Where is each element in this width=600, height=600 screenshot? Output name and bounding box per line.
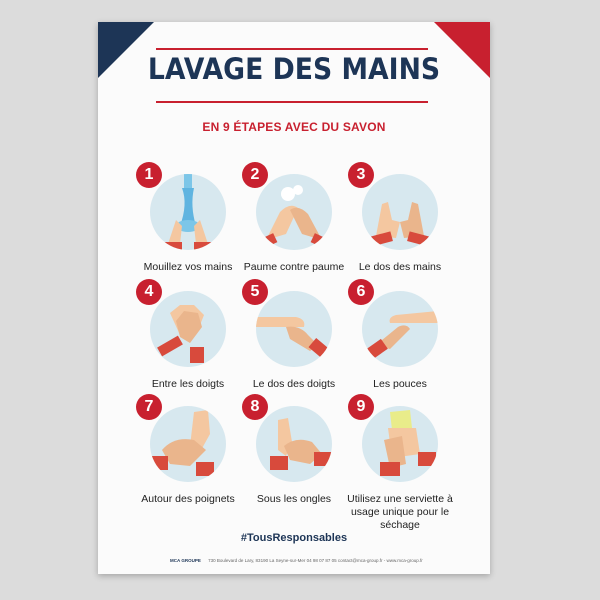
footer-address: 730 Boulevard de Lary, 83190 La Seyne-sur-Mer 04 98 07 87 05 contact@mca-group.fr - www.mca-group.fr — [208, 558, 423, 563]
footer-brand: MCA GROUPE — [170, 558, 201, 563]
step-number-badge: 9 — [348, 394, 374, 420]
step-number-badge: 4 — [136, 279, 162, 305]
back-of-fingers-icon — [256, 291, 332, 367]
step-3-illustration — [362, 174, 438, 250]
footer — [170, 558, 423, 563]
step-label: Sous les ongles — [256, 493, 332, 505]
step-label: Paume contre paume — [243, 261, 345, 273]
step-number-badge: 3 — [348, 162, 374, 188]
thumbs-icon — [362, 291, 438, 367]
step-label: Le dos des doigts — [252, 378, 336, 390]
poster-title: LAVAGE DES MAINS — [147, 52, 441, 86]
step-1-illustration — [150, 174, 226, 250]
poster-subtitle: EN 9 ÉTAPES AVEC DU SAVON — [202, 120, 386, 134]
step-label: Utilisez une serviette à usage unique pour le séchage — [347, 493, 453, 531]
step-5-illustration — [256, 291, 332, 367]
under-nails-icon — [256, 406, 332, 482]
step-number-badge: 7 — [136, 394, 162, 420]
step-8-illustration — [256, 406, 332, 482]
step-4-illustration — [150, 291, 226, 367]
step-label: Le dos des mains — [358, 261, 442, 273]
step-label: Autour des poignets — [141, 493, 235, 505]
wrists-icon — [150, 406, 226, 482]
title-rule-bottom — [156, 101, 428, 103]
palm-to-palm-icon — [256, 174, 332, 250]
step-number-badge: 2 — [242, 162, 268, 188]
between-fingers-icon — [150, 291, 226, 367]
step-label: Entre les doigts — [151, 378, 225, 390]
step-6-illustration — [362, 291, 438, 367]
step-number-badge: 8 — [242, 394, 268, 420]
step-2-illustration — [256, 174, 332, 250]
handwashing-poster — [98, 22, 490, 574]
step-9-illustration — [362, 406, 438, 482]
towel-drying-icon — [362, 406, 438, 482]
step-7-illustration — [150, 406, 226, 482]
water-tap-hands-icon — [150, 174, 226, 250]
step-number-badge: 6 — [348, 279, 374, 305]
step-number-badge: 1 — [136, 162, 162, 188]
step-label: Les pouces — [373, 378, 427, 390]
back-of-hands-icon — [362, 174, 438, 250]
hashtag: #TousResponsables — [240, 532, 348, 544]
step-number-badge: 5 — [242, 279, 268, 305]
title-rule-top — [156, 48, 428, 50]
step-label: Mouillez vos mains — [143, 261, 233, 273]
